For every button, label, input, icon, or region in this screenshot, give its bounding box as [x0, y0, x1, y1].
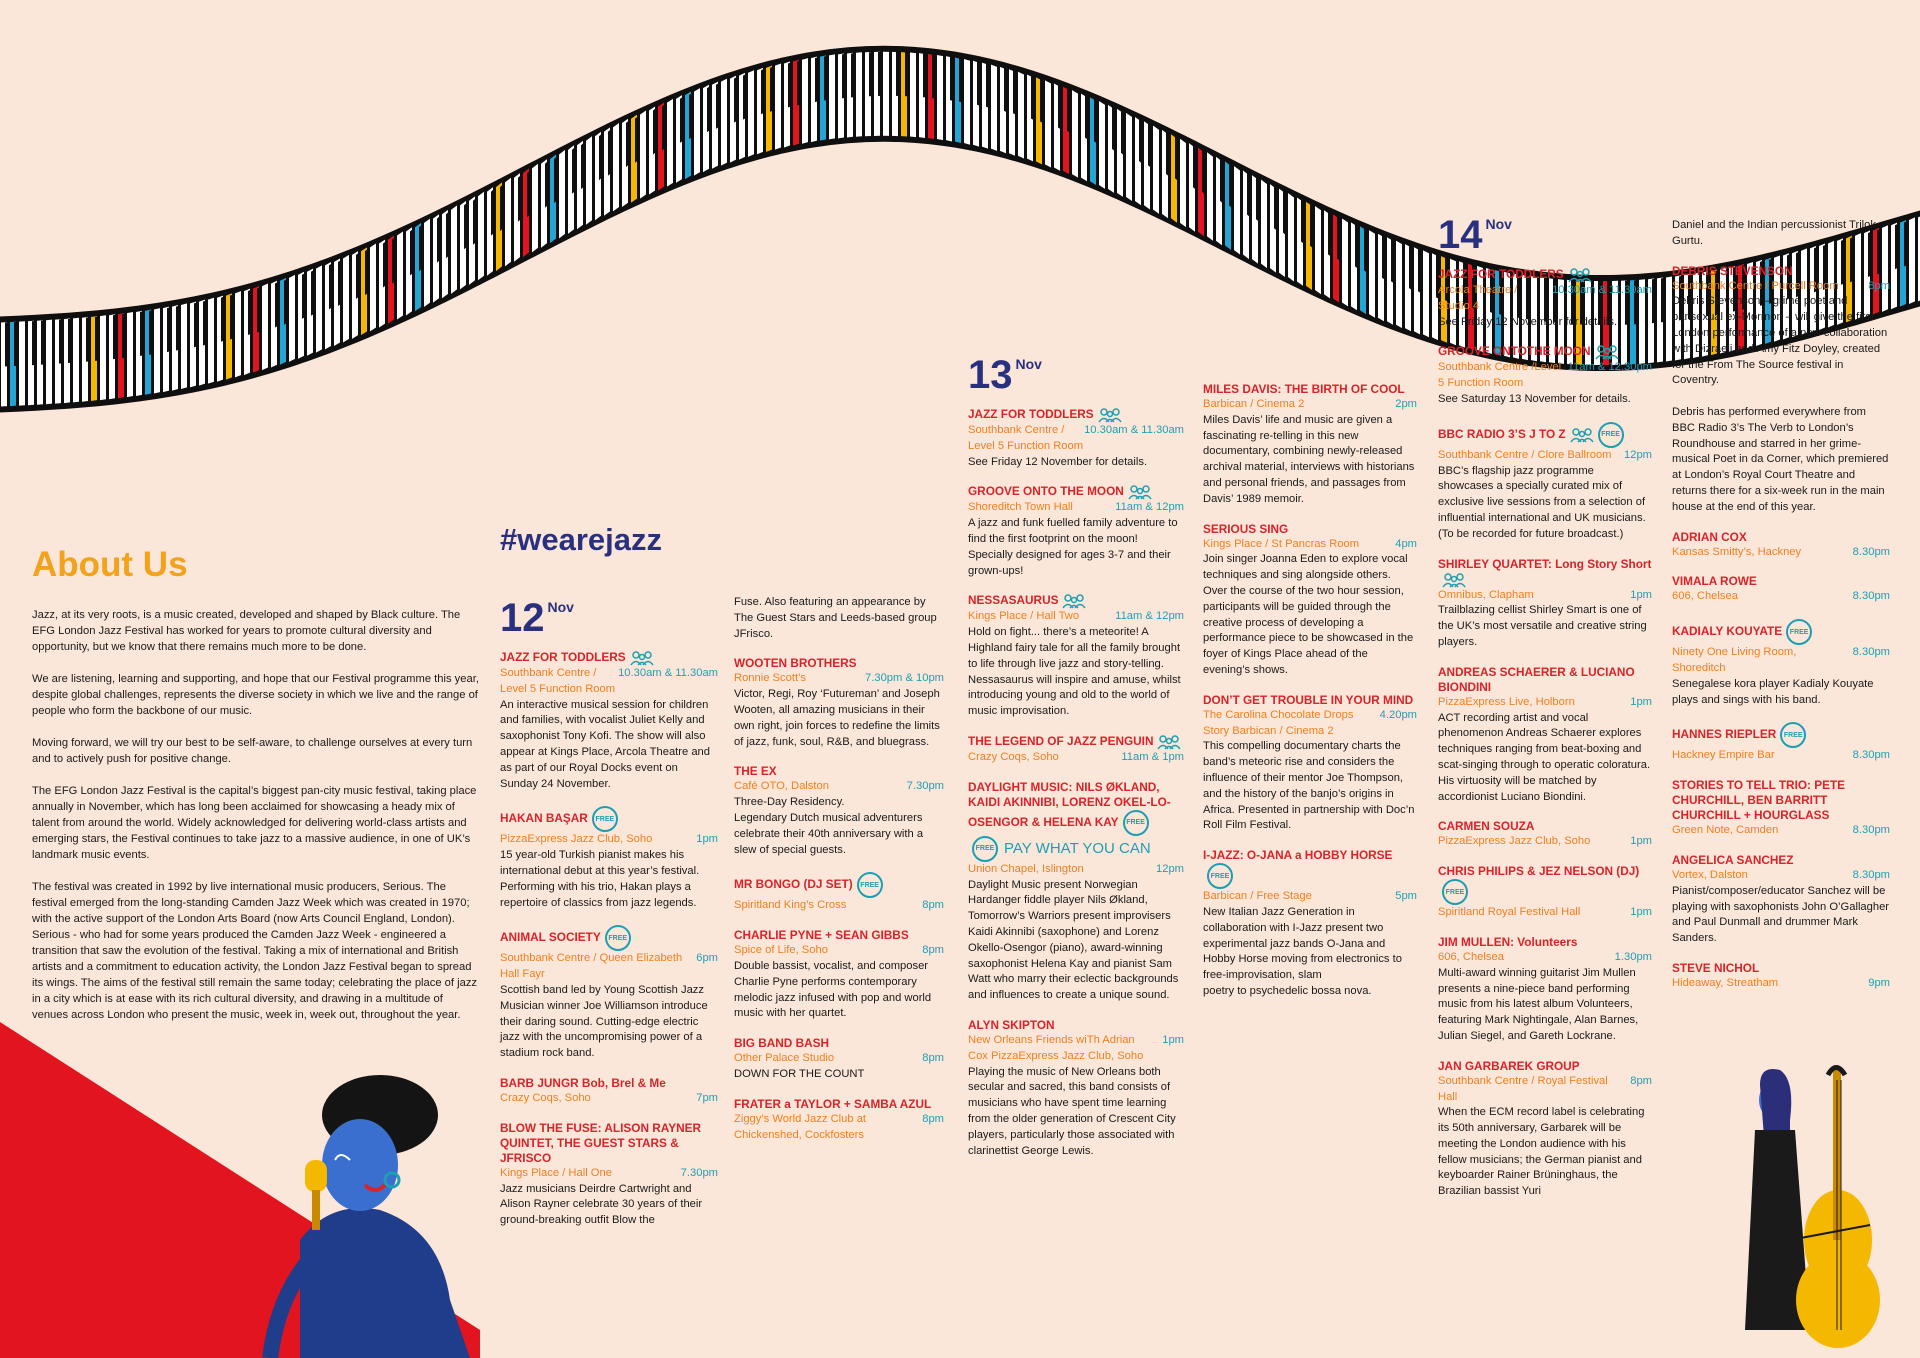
event-title: STEVE NICHOL	[1672, 960, 1760, 975]
event-title: THE LEGEND OF JAZZ PENGUIN	[968, 734, 1184, 750]
event-time: 8.30pm	[1852, 646, 1890, 659]
event-time: 8.30pm	[1852, 590, 1890, 603]
free-badge-icon: FREE	[857, 872, 883, 898]
event-time: 9pm	[1868, 976, 1890, 989]
event-listing	[1438, 422, 1652, 543]
event-venue-row	[1438, 905, 1652, 921]
event-description: An interactive musical session for children and families, with vocalist Juliet Kelly and saxophonist Tony Kofi. The show will also appear at Kings Place, Arcola Theatre and as part of our Royal Docks event on Sunday 24 November.	[500, 698, 711, 790]
event-listing	[1672, 961, 1890, 992]
event-time: 10.30am & 11.30am	[1552, 284, 1652, 296]
event-venue: Southbank Centre / Royal Festival Hall	[1438, 1074, 1608, 1103]
event-time: 6pm	[696, 952, 718, 965]
event-title: MR BONGO (DJ SET) FREE	[734, 872, 944, 898]
event-title: FRATER a TAYLOR + SAMBA AZUL	[734, 1096, 932, 1111]
event-description: DOWN FOR THE COUNT	[734, 1067, 865, 1080]
event-time: 8pm	[922, 1052, 944, 1065]
event-venue: PizzaExpress Jazz Club, Soho	[1438, 835, 1591, 848]
event-description: ACT recording artist and vocal phenomenon Andreas Schaerer explores techniques ranging from beat-boxing and scat-singing through to operatic coloratura. His virtuosity will be matched by accordionist Luciano Biondini.	[1438, 711, 1651, 803]
event-venue: 606, Chelsea	[1672, 590, 1738, 603]
event-venue-row	[1203, 708, 1417, 740]
event-listing	[1672, 778, 1890, 839]
event-title: BIG BAND BASH	[734, 1036, 830, 1051]
event-venue-row	[1438, 834, 1652, 850]
event-venue: PizzaExpress Live, Holborn	[1438, 695, 1575, 708]
event-title: HAKAN BAŞAR FREE	[500, 806, 718, 832]
family-icon	[1128, 484, 1152, 500]
event-venue-row	[1672, 645, 1890, 677]
event-time: 10.30am & 11.30am	[618, 667, 718, 679]
event-title: ANIMAL SOCIETY FREE	[500, 925, 718, 951]
event-listing	[968, 407, 1184, 470]
event-time: 7.30pm & 10pm	[865, 672, 944, 685]
about-paragraph: Jazz, at its very roots, is a music created, developed and shaped by Black culture. The EFG London Jazz Festival has worked for years to promote cultural diversity and opportunity, but we know that there remains much more to be done.	[32, 609, 461, 653]
event-time: 7.30pm	[906, 780, 944, 793]
event-venue-row	[1672, 823, 1890, 839]
listing-column-5	[1438, 215, 1652, 1214]
event-title: SHIRLEY QUARTET: Long Story Short	[1438, 557, 1652, 588]
event-venue-row	[500, 951, 718, 983]
event-listing	[1672, 218, 1890, 250]
event-time: 12pm	[1624, 448, 1652, 461]
event-venue-row	[734, 898, 944, 914]
event-listing	[1203, 522, 1417, 679]
event-venue: Green Note, Camden	[1672, 824, 1779, 837]
event-title: HANNES RIEPLER FREE	[1672, 722, 1890, 748]
event-listing	[500, 1121, 718, 1229]
event-listing	[734, 764, 944, 858]
event-description: Hold on fight... there’s a meteorite! A Highland fairy tale for all the family brought to life through live jazz and story-telling. Nessasaurus will inspire and amuse, whilst introducing young and old to the world of music improvisation.	[968, 626, 1181, 718]
event-venue-row	[500, 1166, 718, 1182]
day-number: 12	[500, 596, 545, 640]
event-venue: Crazy Coqs, Soho	[500, 1091, 591, 1104]
event-venue-row	[1438, 588, 1652, 604]
day-month: Nov	[1015, 356, 1042, 372]
event-venue: Hideaway, Streatham	[1672, 976, 1779, 989]
event-title: BARB JUNGR Bob, Brel & Me	[500, 1075, 666, 1090]
event-title: BLOW THE FUSE: ALISON RAYNER QUINTET, THE GUEST STARS & JFRISCO	[500, 1120, 701, 1165]
free-badge-icon: FREE	[1442, 879, 1468, 905]
free-badge-icon: FREE	[605, 925, 631, 951]
event-listing	[1672, 264, 1890, 516]
day-month: Nov	[1485, 216, 1512, 232]
event-time: 11am & 12pm	[1115, 610, 1184, 623]
event-title: DON’T GET TROUBLE IN YOUR MIND	[1203, 692, 1414, 707]
event-venue-row	[1438, 950, 1652, 966]
event-title: CARMEN SOUZA	[1438, 819, 1535, 834]
event-venue: New Orleans Friends wiTh Adrian Cox PizzaExpress Jazz Club, Soho	[968, 1033, 1144, 1062]
event-description: Miles Davis’ life and music are given a fascinating re-telling in this new documentary, combining newly-released archival material, interviews with historians and personal friends, and passages from Davis’ 1989 memoir.	[1203, 413, 1415, 505]
event-time: 8.30pm	[1852, 545, 1890, 558]
family-icon	[1570, 427, 1594, 443]
free-badge-icon: FREE	[592, 806, 618, 832]
event-venue: Spice of Life, Soho	[734, 944, 828, 957]
free-badge-icon: FREE	[1780, 722, 1806, 748]
about-paragraph: The festival was created in 1992 by live international music producers, Serious. The festival emerged from the long-standing Camden Jazz Week which was created in 1970; with the active support of the London Arts Board (now Arts Council England, London). Serious - who had for some years produced the Camden Jazz Week - engineered a transition that saw the evolution of the festival. Taking a mix of international and British artists and a commitment to education activity, the London Jazz Festival began to spread its wings. The aims of the festival still remain the same today; celebrating the place of jazz in a city which is at ease with its rich cultural diversity, and drawing in a multitude of venues across London who present the music, week in, week out, throughout the year.	[32, 881, 478, 1021]
event-description: Double bassist, vocalist, and composer Charlie Pyne performs contemporary melodic jazz infused with pop and world music with her quartet.	[734, 959, 932, 1020]
family-icon	[1157, 734, 1181, 750]
event-venue: Ronnie Scott’s	[734, 672, 806, 685]
listing-column-3	[968, 355, 1184, 1173]
family-icon	[1098, 407, 1122, 423]
event-venue-row	[1438, 448, 1652, 464]
event-description: Daylight Music present Norwegian Hardanger fiddle player Nils Økland, Tomorrow’s Warriors present improvisers Kaidi Akinnibi (saxophone) and Lorenz Okello-Osengor (piano), award-winning saxophonist Helena Kay and pianist Sam Watt who marry their eclectic backgrounds and influences to create a unique sound.	[968, 878, 1179, 1002]
about-title: About Us	[32, 545, 188, 584]
event-listing	[734, 1036, 944, 1083]
event-listing	[1438, 665, 1652, 806]
event-listing	[500, 925, 718, 1062]
event-venue: Southbank Centre / Level 5 Function Room	[500, 667, 616, 695]
hashtag-heading: #wearejazz	[500, 522, 662, 557]
event-listing	[968, 780, 1184, 1004]
event-title: ANGELICA SANCHEZ	[1672, 852, 1794, 867]
event-time: 8.30pm	[1852, 749, 1890, 762]
event-title: KADIALY KOUYATE FREE	[1672, 619, 1890, 645]
event-venue: Southbank Centre / Level 5 Function Room	[968, 424, 1084, 452]
day-number: 13	[968, 353, 1013, 397]
event-venue-row	[968, 423, 1184, 455]
family-icon	[1568, 267, 1592, 283]
event-listing	[734, 656, 944, 750]
event-time: 1pm	[696, 833, 718, 846]
event-venue: Other Palace Studio	[734, 1052, 835, 1065]
event-venue-row	[1438, 1074, 1652, 1106]
event-listing	[1438, 344, 1652, 407]
event-listing	[1672, 530, 1890, 561]
event-venue-row	[1672, 279, 1890, 295]
event-title: DAYLIGHT MUSIC: NILS ØKLAND, KAIDI AKINNIBI, LORENZ OKEL-LO-OSENGOR & HELENA KAY FREE	[968, 780, 1184, 836]
event-time: 1pm	[1162, 1033, 1184, 1046]
event-time: 7pm	[696, 1091, 718, 1104]
event-venue-row	[968, 862, 1184, 878]
event-description: Fuse. Also featuring an appearance by The Guest Stars and Leeds-based group JFrisco.	[734, 596, 937, 640]
bassist-illustration	[1745, 1068, 1880, 1349]
event-description: See Friday 12 November for details.	[1438, 315, 1618, 328]
event-listing	[1438, 819, 1652, 850]
event-venue-row	[1672, 748, 1890, 764]
event-description: BBC’s flagship jazz programme showcases a specially curated mix of exclusive live sessions from a selection of influential international and UK musicians. (To be recorded for future broadcast.)	[1438, 464, 1646, 540]
event-description: Debris Stevenson – grime poet and pansexual ex-Mormon – will give the first London performance of a new collaboration with Dizraeli and Amy Fitz Doyley, created for the From The Source festival in Coventry. Debris has performed everywhere from BBC Radio 3’s The Verb to London’s Roundhouse and starred in her grime-musical Poet in da Corner, which premiered at London’s Royal Court Theatre and returns there for a six-week run in the main house at the end of this year.	[1672, 295, 1889, 513]
event-listing	[734, 595, 944, 642]
listing-column-1	[500, 598, 718, 1243]
event-time: 1pm	[1630, 835, 1652, 848]
event-venue-row	[968, 609, 1184, 625]
event-time: 8pm	[1630, 1074, 1652, 1087]
event-time: 11am & 12.30pm	[1567, 361, 1652, 374]
event-description: Senegalese kora player Kadialy Kouyate plays and sings with his band.	[1672, 677, 1874, 706]
event-listing	[1672, 722, 1890, 764]
event-venue: Barbican / Free Stage	[1203, 890, 1312, 903]
event-title: THE EX	[734, 764, 777, 779]
event-listing	[1438, 864, 1652, 921]
event-listing	[1203, 382, 1417, 508]
event-venue-row	[1672, 976, 1890, 992]
event-listing	[1672, 574, 1890, 605]
event-venue-row	[1438, 695, 1652, 711]
event-venue-row	[500, 666, 718, 698]
event-description: This compelling documentary charts the band’s meteoric rise and considers the influence of their mentor Joe Thompson, and the history of the banjo’s origins in Africa. Presented in partnership with Doc’n Roll Film Festival.	[1203, 740, 1415, 832]
event-venue-row	[1672, 589, 1890, 605]
event-venue-row	[734, 779, 944, 795]
free-badge-icon: FREE	[1598, 422, 1624, 448]
event-venue: Café OTO, Dalston	[734, 780, 829, 793]
event-time: 11am & 12pm	[1115, 501, 1184, 514]
event-venue: Kings Place / Hall One	[500, 1166, 612, 1179]
event-title: BBC RADIO 3’S J TO Z FREE	[1438, 422, 1652, 448]
pay-what-you-can-label: FREE PAY WHAT YOU CAN	[968, 836, 1184, 862]
event-title: VIMALA ROWE	[1672, 574, 1757, 589]
event-time: 8.30pm	[1852, 868, 1890, 881]
listing-column-4	[1203, 382, 1417, 1014]
event-description: Playing the music of New Orleans both secular and sacred, this band consists of musicians who have spent time learning from the older generation of Crescent City players, particularly those associated with clarinettist George Lewis.	[968, 1065, 1176, 1157]
event-venue: Barbican / Cinema 2	[1203, 398, 1305, 410]
event-venue-row	[500, 1091, 718, 1107]
event-venue: PizzaExpress Jazz Club, Soho	[500, 833, 653, 846]
listing-column-2	[734, 595, 944, 1157]
event-title: SERIOUS SING	[1203, 521, 1289, 536]
event-venue: Kings Place / Hall Two	[968, 610, 1080, 623]
event-description: Victor, Regi, Roy ‘Futureman’ and Joseph Wooten, all amazing musicians in their own right, join forces to redefine the limits of jazz, funk, soul, R&B, and bluegrass.	[734, 688, 940, 748]
event-time: 5pm	[1395, 890, 1417, 903]
event-venue-row	[734, 1112, 944, 1144]
event-venue-row	[1203, 889, 1417, 905]
event-title: ADRIAN COX	[1672, 529, 1747, 544]
event-time: 1pm	[1630, 695, 1652, 708]
event-listing	[1438, 1059, 1652, 1200]
event-venue-row	[1438, 283, 1652, 315]
event-list	[1203, 382, 1417, 1000]
day-number: 14	[1438, 213, 1483, 257]
event-description: Join singer Joanna Eden to explore vocal techniques and sing alongside others. Over the course of the two hour session, participants will be guided through the creative process of developing a performance piece to be showcased in the foyer of Kings Place ahead of the evening’s shows.	[1203, 553, 1414, 676]
event-venue: Spiritland King’s Cross	[734, 899, 847, 912]
event-time: 11am & 1pm	[1121, 750, 1184, 763]
event-time: 2pm	[1395, 398, 1417, 410]
event-venue-row	[1672, 868, 1890, 884]
event-time: 1pm	[1630, 588, 1652, 601]
event-list	[968, 407, 1184, 1159]
event-time: 7.30pm	[680, 1166, 718, 1179]
event-listing	[968, 1018, 1184, 1159]
event-venue: Southbank Centre / Queen Elizabeth Hall Fayr	[500, 952, 683, 981]
event-listing	[1672, 619, 1890, 708]
about-paragraph: Moving forward, we will try our best to be self-aware, to challenge ourselves at every turn and to actively push for positive change.	[32, 737, 473, 765]
free-badge-icon: FREE	[1207, 863, 1233, 889]
event-description: Pianist/composer/educator Sanchez will be playing with saxophonists John O’Gallagher and Paul Dunmall and drummer Mark Sanders.	[1672, 884, 1890, 945]
free-badge-icon: FREE	[1123, 810, 1149, 836]
event-listing	[1438, 267, 1652, 330]
event-title: JAZZ FOR TODDLERS	[1438, 267, 1652, 283]
event-venue-row	[734, 671, 944, 687]
event-title: MILES DAVIS: THE BIRTH OF COOL	[1203, 382, 1405, 396]
event-time: 1pm	[1630, 906, 1652, 919]
event-description: Scottish band led by Young Scottish Jazz Musician winner Joe Williamson introduce their daring sound. Cutting-edge electric jazz with the uncompromising power of a stadium rock band.	[500, 983, 708, 1060]
family-icon	[1595, 344, 1619, 360]
event-time: 10.30am & 11.30am	[1084, 424, 1184, 436]
event-title: JIM MULLEN: Volunteers	[1438, 934, 1578, 949]
event-time: 8pm	[922, 1112, 944, 1125]
about-us-section	[32, 545, 480, 1039]
event-venue-row	[500, 832, 718, 848]
event-venue: Spiritland Royal Festival Hall	[1438, 906, 1581, 919]
day-heading-12	[500, 598, 718, 638]
event-listing	[1438, 935, 1652, 1045]
event-description: 15 year-old Turkish pianist makes his international debut at this year’s festival. Performing with his trio, Hakan plays a repertoire of classics from jazz legends.	[500, 849, 700, 909]
event-list	[734, 595, 944, 1143]
family-icon	[630, 650, 654, 666]
family-icon	[1442, 572, 1466, 588]
event-venue: Arcola Theatre / Studio 4	[1438, 284, 1518, 312]
free-badge-icon: FREE	[1786, 619, 1812, 645]
event-venue: Southbank Centre / Purcell Room	[1672, 279, 1839, 292]
event-title: JAZZ FOR TODDLERS	[968, 407, 1184, 423]
event-title: I-JAZZ: O-JANA a HOBBY HORSEFREE	[1203, 848, 1417, 889]
event-venue: Omnibus, Clapham	[1438, 588, 1534, 601]
event-title: NESSASAURUS	[968, 593, 1184, 609]
event-venue-row	[1203, 537, 1417, 553]
event-venue-row	[734, 1051, 944, 1067]
event-title: GROOVE ONTOTHE MOON	[1438, 344, 1652, 360]
about-paragraph: The EFG London Jazz Festival is the capital’s biggest pan-city music festival, taking place annually in November, which has long been acclaimed for showcasing a heady mix of talent from around the world. Widely acknowledged for delivering world-class artists and emerging stars, the Festival continues to take jazz to a massive audience, in one of UK’s landmark music events.	[32, 785, 477, 861]
event-list	[1672, 218, 1890, 992]
event-title: STORIES TO TELL TRIO: PETE CHURCHILL, BEN BARRITT CHURCHILL + HOURGLASS	[1672, 778, 1846, 823]
event-time: 8pm	[1868, 279, 1890, 292]
event-venue: Shoreditch Town Hall	[968, 501, 1073, 514]
family-icon	[1062, 593, 1086, 609]
event-listing	[1438, 557, 1652, 651]
event-venue-row	[1672, 545, 1890, 561]
event-description: Jazz musicians Deirdre Cartwright and Alison Rayner celebrate 30 years of their ground-breaking outfit Blow the	[500, 1182, 703, 1227]
event-venue: Kansas Smitty’s, Hackney	[1672, 545, 1802, 558]
event-listing	[968, 593, 1184, 720]
event-listing	[500, 806, 718, 911]
event-venue: Southbank Centre / Clore Ballroom	[1438, 448, 1612, 461]
event-time: 8.30pm	[1852, 824, 1890, 837]
event-listing	[968, 484, 1184, 579]
event-listing	[734, 928, 944, 1022]
event-title: WOOTEN BROTHERS	[734, 656, 857, 671]
event-venue-row	[968, 1033, 1184, 1065]
event-listing	[1203, 848, 1417, 1000]
event-description: Multi-award winning guitarist Jim Mullen presents a nine-piece band performing music from his latest album Volunteers, featuring Mark Nightingale, Alan Barnes, Julian Siegel, and Gareth Lockrane.	[1438, 966, 1639, 1042]
about-paragraph: We are listening, learning and supporting, and hope that our Festival programme this year, despite global challenges, represents the diverse society in which we live and the range of people who form the backbone of our music.	[32, 673, 479, 717]
event-list	[1438, 267, 1652, 1200]
event-description: Daniel and the Indian percussionist Trilok Gurtu.	[1672, 219, 1876, 247]
event-time: 4.20pm	[1379, 708, 1417, 721]
event-listing	[1672, 853, 1890, 947]
event-time: 8pm	[922, 899, 944, 912]
event-title: JAN GARBAREK GROUP	[1438, 1058, 1580, 1073]
event-listing	[500, 1076, 718, 1107]
day-heading-13	[968, 355, 1184, 395]
event-time: 8pm	[922, 944, 944, 957]
event-venue: Vortex, Dalston	[1672, 868, 1748, 881]
event-venue: Ninety One Living Room, Shoreditch	[1672, 646, 1797, 674]
event-title: ALYN SKIPTON	[968, 1017, 1055, 1032]
event-description: Three-Day Residency. Legendary Dutch musical adventurers celebrate their 40th anniversary with a slew of special guests.	[734, 796, 924, 856]
event-venue: Union Chapel, Islington	[968, 862, 1084, 875]
event-venue-row	[968, 500, 1184, 516]
event-title: GROOVE ONTO THE MOON	[968, 484, 1184, 500]
day-month: Nov	[547, 599, 574, 615]
listing-column-6	[1672, 218, 1890, 1006]
event-list	[500, 650, 718, 1229]
event-title: DEBRIS STEVENSON	[1672, 263, 1793, 278]
event-venue: Hackney Empire Bar	[1672, 749, 1775, 762]
event-venue: Kings Place / St Pancras Room	[1203, 537, 1360, 550]
event-time: 1.30pm	[1614, 950, 1652, 963]
event-venue: 606, Chelsea	[1438, 950, 1504, 963]
event-venue: Southbank Centre /Level 5 Function Room	[1438, 361, 1562, 390]
event-listing	[734, 1097, 944, 1144]
event-description: Trailblazing cellist Shirley Smart is one of the UK’s most versatile and creative string players.	[1438, 604, 1647, 648]
day-heading-14	[1438, 215, 1652, 255]
event-venue: Ziggy’s World Jazz Club at Chickenshed, Cockfosters	[734, 1112, 867, 1141]
event-venue: The Carolina Chocolate Drops Story Barbican / Cinema 2	[1203, 708, 1354, 737]
event-description: New Italian Jazz Generation in collaboration with I-Jazz present two experimental jazz bands O-Jana and Hobby Horse moving from electronics to free-improvisation, slam poetry to psychedelic bossa nova.	[1203, 905, 1402, 997]
event-description: When the ECM record label is celebrating its 50th anniversary, Garbarek will be meeting the London audience with his fellow musicians; the German pianist and keyboarder Rainer Brüninghaus, the Brazilian bassist Yuri	[1438, 1106, 1645, 1198]
event-time: 4pm	[1395, 537, 1417, 550]
event-title: CHARLIE PYNE + SEAN GIBBS	[734, 928, 909, 943]
event-venue-row	[968, 750, 1184, 766]
event-venue-row	[1203, 397, 1417, 413]
event-title: ANDREAS SCHAERER & LUCIANO BIONDINI	[1438, 664, 1635, 694]
event-venue-row	[1438, 360, 1652, 392]
event-description: A jazz and funk fuelled family adventure to find the first footprint on the moon! Specially designed for ages 3-7 and their grown-ups!	[968, 517, 1178, 577]
event-listing	[968, 734, 1184, 766]
event-description: See Saturday 13 November for details.	[1438, 392, 1631, 405]
event-title: CHRIS PHILIPS & JEZ NELSON (DJ)FREE	[1438, 864, 1652, 905]
event-time: 12pm	[1156, 862, 1184, 875]
event-listing	[734, 872, 944, 914]
event-listing	[1203, 693, 1417, 834]
event-listing	[500, 650, 718, 792]
event-description: See Friday 12 November for details.	[968, 455, 1148, 468]
event-venue: Crazy Coqs, Soho	[968, 750, 1059, 763]
event-venue-row	[734, 943, 944, 959]
event-title: JAZZ FOR TODDLERS	[500, 650, 718, 666]
free-badge-icon: FREE	[972, 836, 998, 862]
